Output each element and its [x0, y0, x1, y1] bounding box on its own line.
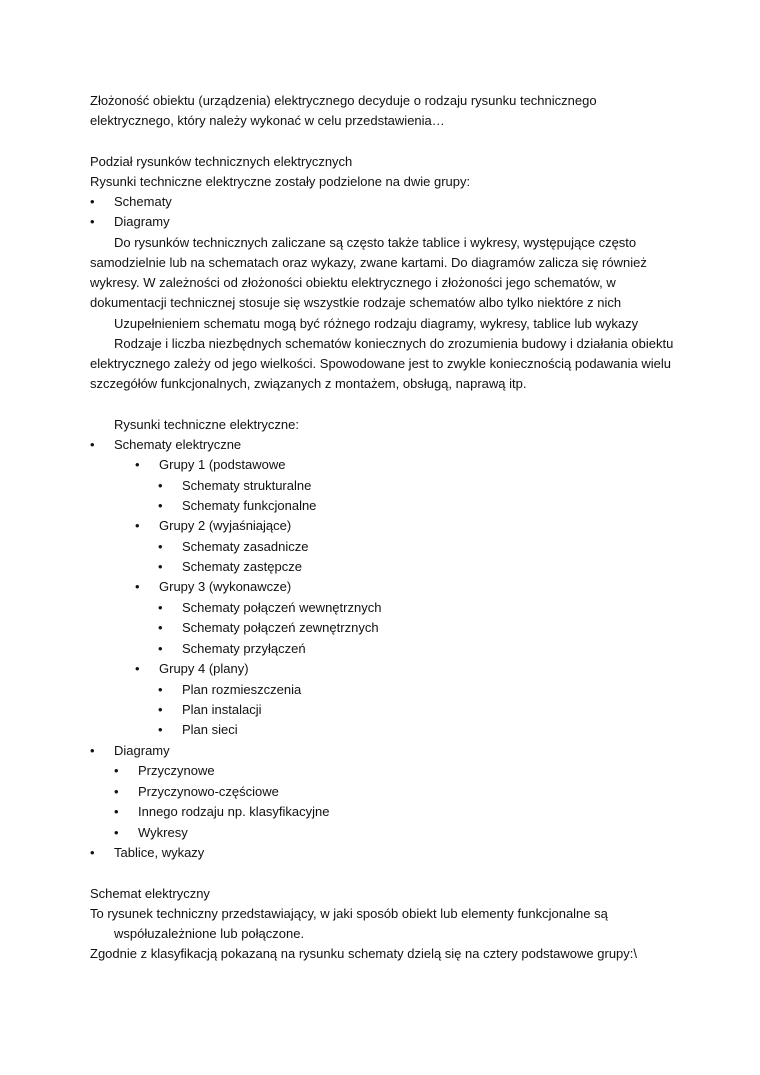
list-item-tablice: Tablice, wykazy [114, 845, 205, 860]
bullet-marker: • [90, 845, 95, 860]
bullet-marker: • [135, 579, 140, 594]
intro-line-1: Złożoność obiektu (urządzenia) elektrycznego decyduje o rodzaju rysunku technicznego [90, 93, 597, 108]
paragraph-3-line-1: Rodzaje i liczba niezbędnych schematów koniecznych do zrozumienia budowy i działania obiektu [114, 336, 674, 351]
schemat-definition-line-1: To rysunek techniczny przedstawiający, w jaki sposób obiekt lub elementy funkcjonalne są [90, 906, 608, 921]
list-item-group-3: Grupy 3 (wykonawcze) [159, 579, 292, 594]
schemat-heading: Schemat elektryczny [90, 886, 210, 901]
division-lead: Rysunki techniczne elektryczne zostały podzielone na dwie grupy: [90, 174, 471, 189]
list-item-wewnetrznych: Schematy połączeń wewnętrznych [182, 600, 382, 615]
classification-heading: Rysunki techniczne elektryczne: [114, 417, 299, 432]
bullet-marker: • [90, 214, 95, 229]
bullet-marker: • [158, 702, 163, 717]
bullet-marker: • [135, 457, 140, 472]
paragraph-3-line-3: szczegółów funkcjonalnych, związanych z montażem, obsługą, naprawą itp. [90, 376, 527, 391]
list-item-plan-rozmieszczenia: Plan rozmieszczenia [182, 682, 302, 697]
division-bullet-diagramy: Diagramy [114, 214, 170, 229]
bullet-marker: • [90, 743, 95, 758]
list-item-group-1: Grupy 1 (podstawowe [159, 457, 286, 472]
list-item-zasadnicze: Schematy zasadnicze [182, 539, 309, 554]
list-item-przylaczen: Schematy przyłączeń [182, 641, 306, 656]
bullet-marker: • [158, 682, 163, 697]
list-item-group-2: Grupy 2 (wyjaśniające) [159, 518, 292, 533]
bullet-marker: • [135, 518, 140, 533]
bullet-marker: • [114, 784, 119, 799]
bullet-marker: • [90, 437, 95, 452]
bullet-marker: • [158, 620, 163, 635]
bullet-marker: • [158, 498, 163, 513]
list-item-funkcjonalne: Schematy funkcjonalne [182, 498, 317, 513]
list-item-group-4: Grupy 4 (plany) [159, 661, 249, 676]
bullet-marker: • [158, 641, 163, 656]
bullet-marker: • [158, 722, 163, 737]
schemat-definition-line-2: współuzależnione lub połączone. [114, 926, 305, 941]
bullet-marker: • [114, 763, 119, 778]
bullet-marker: • [114, 825, 119, 840]
list-item-strukturalne: Schematy strukturalne [182, 478, 312, 493]
bullet-marker: • [158, 559, 163, 574]
list-item-schematy: Schematy elektryczne [114, 437, 242, 452]
bullet-marker: • [135, 661, 140, 676]
division-bullet-schematy: Schematy [114, 194, 172, 209]
bullet-marker: • [158, 539, 163, 554]
list-item-zewnetrznych: Schematy połączeń zewnętrznych [182, 620, 379, 635]
list-item-diagramy: Diagramy [114, 743, 170, 758]
list-item-klasyfikacyjne: Innego rodzaju np. klasyfikacyjne [138, 804, 330, 819]
division-heading: Podział rysunków technicznych elektrycznych [90, 154, 353, 169]
paragraph-1-line-3: wykresy. W zależności od złożoności obiektu elektrycznego i złożoności jego schematów, w [90, 275, 616, 290]
bullet-marker: • [90, 194, 95, 209]
list-item-plan-sieci: Plan sieci [182, 722, 238, 737]
list-item-przyczynowo-czesciowe: Przyczynowo-częściowe [138, 784, 279, 799]
paragraph-2: Uzupełnieniem schematu mogą być różnego rodzaju diagramy, wykresy, tablice lub wykazy [114, 316, 639, 331]
list-item-plan-instalacji: Plan instalacji [182, 702, 262, 717]
paragraph-3-line-2: elektrycznego zależy od jego wielkości. Spowodowane jest to zwykle koniecznością podawania wielu [90, 356, 671, 371]
paragraph-1-line-4: dokumentacji technicznej stosuje się wszystkie rodzaje schematów albo tylko niektóre z nich [90, 295, 622, 310]
bullet-marker: • [114, 804, 119, 819]
paragraph-1-line-1: Do rysunków technicznych zaliczane są często także tablice i wykresy, występujące często [114, 235, 637, 250]
bullet-marker: • [158, 478, 163, 493]
list-item-zastepcze: Schematy zastępcze [182, 559, 302, 574]
list-item-wykresy: Wykresy [138, 825, 188, 840]
list-item-przyczynowe: Przyczynowe [138, 763, 215, 778]
bullet-marker: • [158, 600, 163, 615]
schemat-last-line: Zgodnie z klasyfikacją pokazaną na rysunku schematy dzielą się na cztery podstawowe grupy:\ [90, 946, 638, 961]
paragraph-1-line-2: samodzielnie lub na schematach oraz wykazy, zwane kartami. Do diagramów zalicza się również [90, 255, 647, 270]
intro-line-2: elektrycznego, który należy wykonać w celu przedstawienia… [90, 113, 445, 128]
